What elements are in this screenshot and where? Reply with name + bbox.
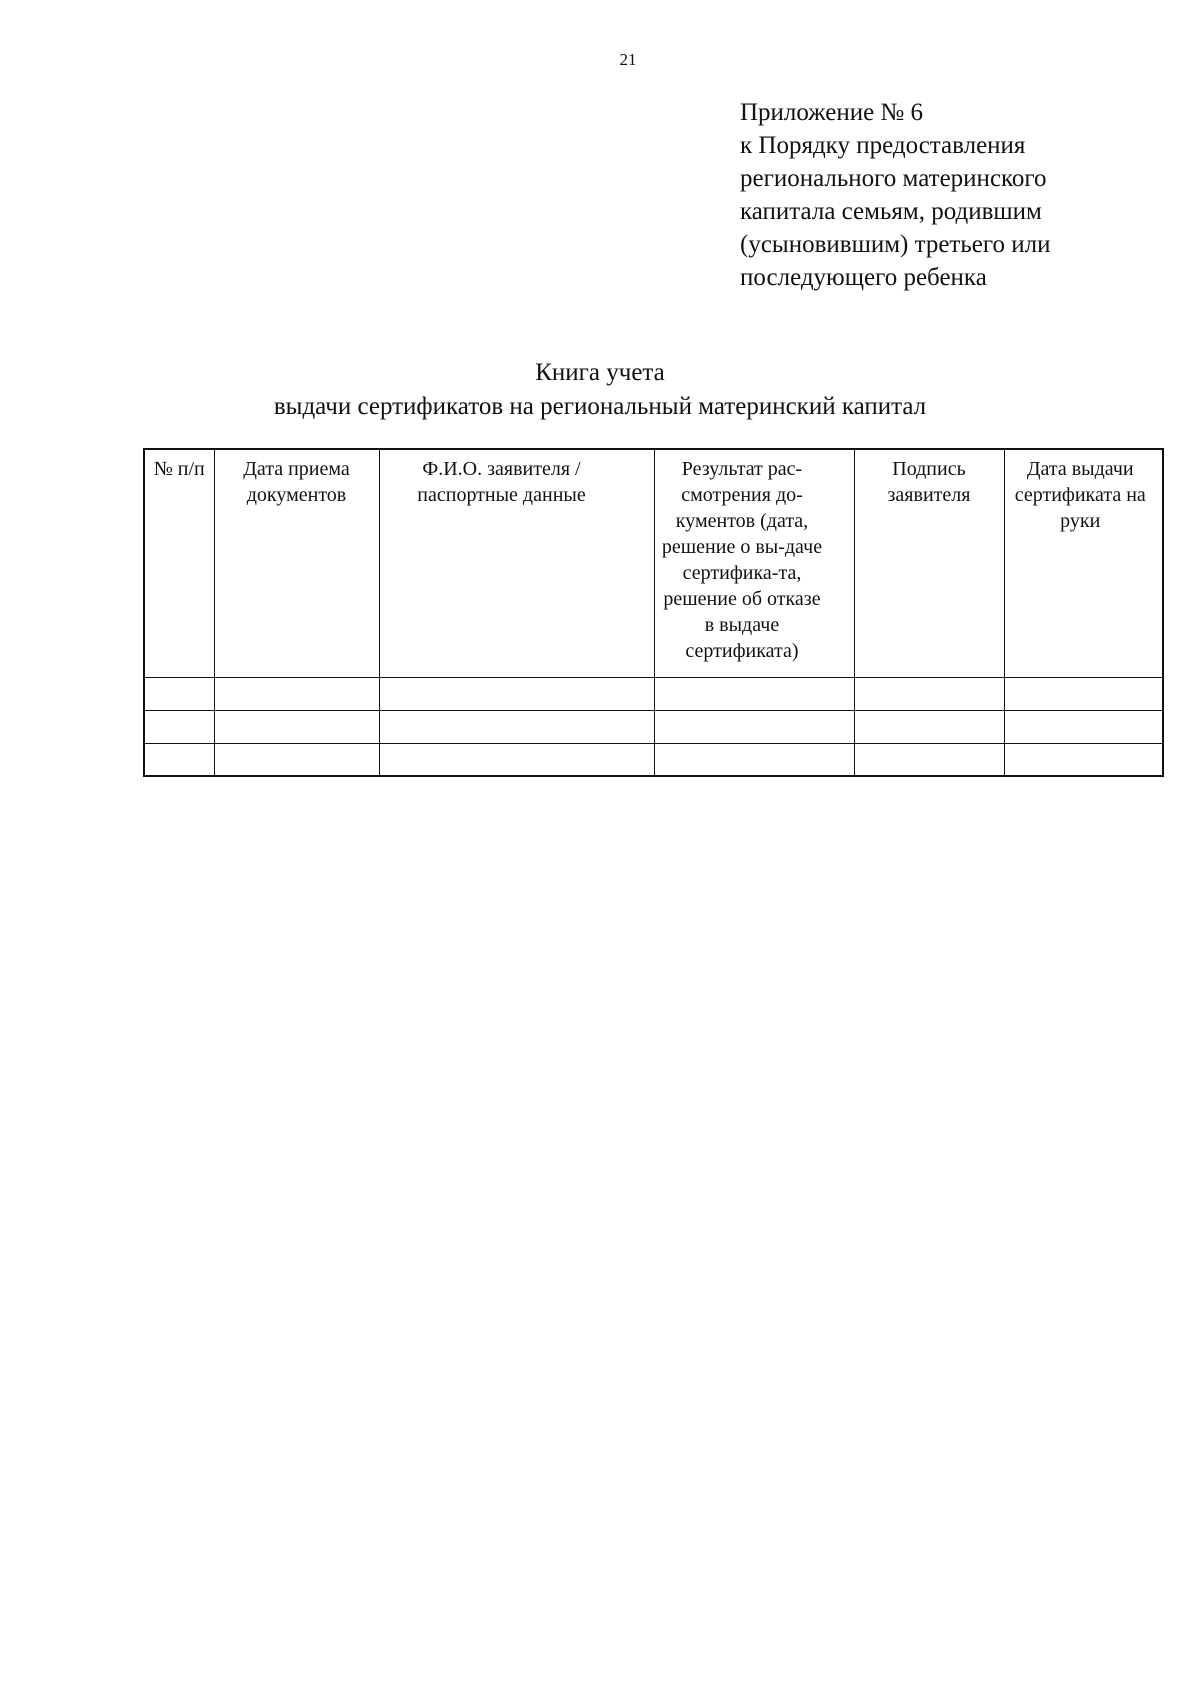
table-row [144,743,1163,776]
header-receive-date: Дата приема документов [214,449,379,677]
header-applicant-name: Ф.И.О. заявителя / паспортные данные [379,449,654,677]
appendix-line: последующего ребенка [740,264,987,291]
table-cell [214,743,379,776]
appendix-line: к Порядку предоставления [740,132,1026,159]
table-row [144,677,1163,710]
document-title [0,356,1200,424]
table-cell [214,677,379,710]
table-cell [854,677,1004,710]
table-row [144,710,1163,743]
header-review-result: Результат рас-смотрения до-кументов (дата, решение о вы-даче сертифика-та, решение об отказе в выдаче сертификата) [654,449,854,677]
table-cell [144,743,214,776]
table-cell [1004,677,1163,710]
title-line-2: выдачи сертификатов на региональный материнский капитал [273,393,927,420]
table-cell [379,677,654,710]
table-cell [854,710,1004,743]
table-cell [379,743,654,776]
table-cell [1004,743,1163,776]
header-signature: Подпись заявителя [854,449,1004,677]
header-number: № п/п [144,449,214,677]
table-cell [1004,710,1163,743]
appendix-line: Приложение № 6 [740,99,924,126]
table-cell [144,677,214,710]
table-cell [144,710,214,743]
table-cell [379,710,654,743]
table-cell [654,743,854,776]
certificate-register-table [143,448,1164,777]
appendix-line: (усыновившим) третьего или [740,231,1051,258]
table-cell [654,710,854,743]
appendix-block [740,96,1160,294]
title-line-1: Книга учета [535,359,665,386]
table-cell [654,677,854,710]
table-cell [214,710,379,743]
header-issue-date: Дата выдачи сертификата на руки [1004,449,1163,677]
page-number: 21 [619,50,637,69]
table-header-row [144,449,1163,677]
appendix-line: капитала семьям, родившим [740,198,1042,225]
table-cell [854,743,1004,776]
appendix-line: регионального материнского [740,165,1047,192]
